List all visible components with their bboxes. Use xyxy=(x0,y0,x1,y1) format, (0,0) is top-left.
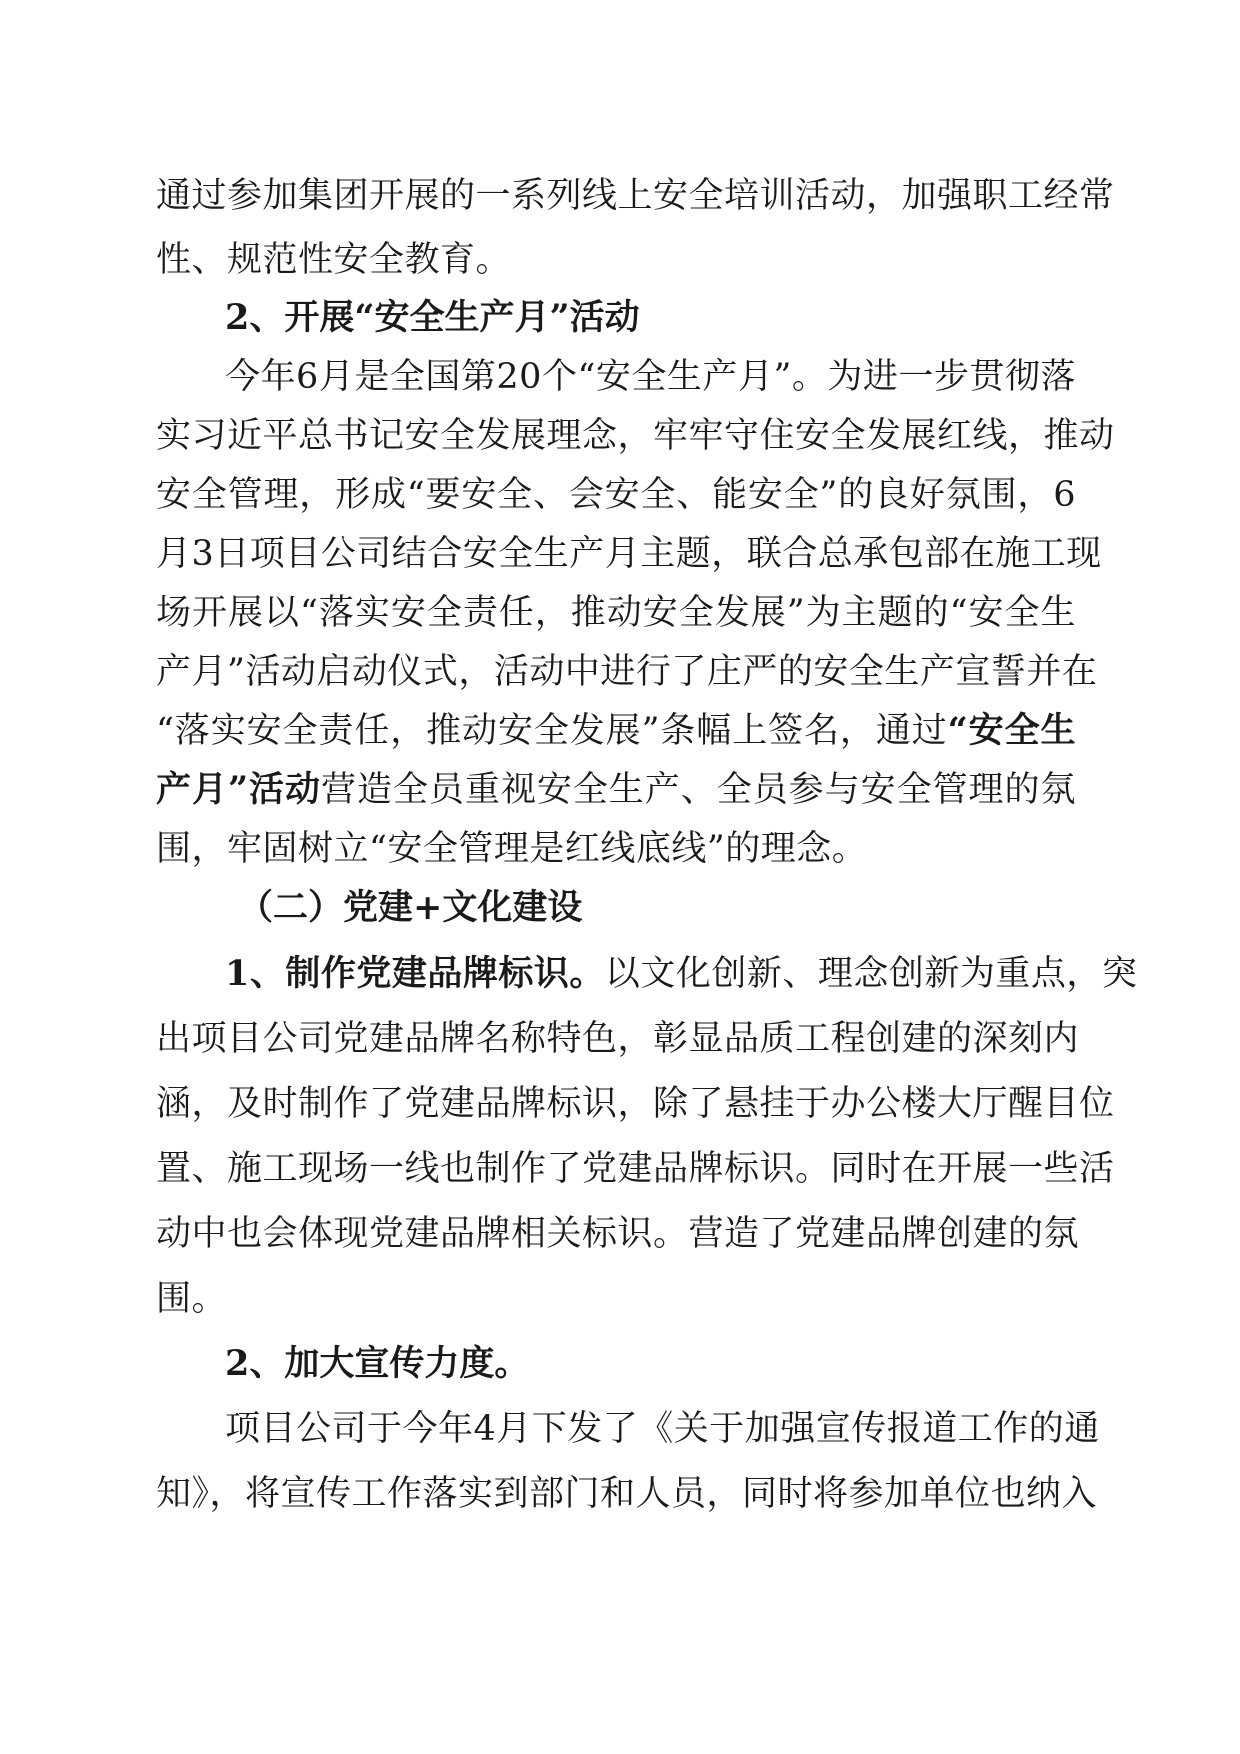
paragraph-2-line-1: 今年6月是全国第20个“安全生产月”。为进一步贯彻落 xyxy=(225,357,1076,397)
paragraph-1-line-1: 通过参加集团开展的一系列线上安全培训活动，加强职工经常 xyxy=(156,176,1115,216)
paragraph-2-line-6: 产月”活动启动仪式，活动中进行了庄严的安全生产宣誓并在 xyxy=(156,652,1098,692)
paragraph-3-line-5: 动中也会体现党建品牌相关标识。营造了党建品牌创建的氛 xyxy=(156,1214,1080,1254)
paragraph-2-last-line: 围，牢固树立“安全管理是红线底线”的理念。 xyxy=(156,829,868,869)
paragraph-4-line-1: 项目公司于今年4月下发了《关于加强宣传报道工作的通 xyxy=(225,1409,1100,1449)
paragraph-2-line-3: 安全管理，形成“要安全、会安全、能安全”的良好氛围，6 xyxy=(156,475,1076,515)
paragraph-3-line-2: 出项目公司党建品牌名称特色，彰显品质工程创建的深刻内 xyxy=(156,1019,1080,1059)
heading-publicity: 2、加大宣传力度。 xyxy=(225,1343,530,1384)
paragraph-4-line-2: 知》，将宣传工作落实到部门和人员，同时将参加单位也纳入 xyxy=(156,1474,1098,1514)
paragraph-2-line-2: 实习近平总书记安全发展理念，牢牢守住安全发展红线，推动 xyxy=(156,416,1115,456)
paragraph-3-line-4: 置、施工现场一线也制作了党建品牌标识。同时在开展一些活 xyxy=(156,1149,1115,1189)
heading-safety-month: 2、开展“安全生产月”活动 xyxy=(225,297,640,338)
paragraph-1-line-2: 性、规范性安全教育。 xyxy=(156,240,512,280)
paragraph-2-line-4: 月3日项目公司结合安全生产月主题，联合总承包部在施工现 xyxy=(156,534,1102,574)
paragraph-3-line-3: 涵，及时制作了党建品牌标识，除了悬挂于办公楼大厅醒目位 xyxy=(156,1084,1115,1124)
paragraph-2-line-8 xyxy=(156,762,1076,812)
paragraph-3-line-1-text: 以文化创新、理念创新为重点，突 xyxy=(604,954,1138,994)
paragraph-2-line-7-text: “落实安全责任，推动安全发展”条幅上签名，通过 xyxy=(156,711,948,751)
heading-party-brand: 1、制作党建品牌标识。 xyxy=(225,953,605,994)
paragraph-3-line-1 xyxy=(225,946,1138,996)
section-heading-party-culture: （二）党建+文化建设 xyxy=(238,887,583,928)
paragraph-2-line-8-text: 营造全员重视安全生产、全员参与安全管理的氛 xyxy=(321,770,1076,810)
bold-safety-month-part-1: “安全生 xyxy=(947,710,1076,751)
paragraph-3-line-6: 围。 xyxy=(156,1279,228,1319)
bold-safety-month-part-2: 产月”活动 xyxy=(156,769,322,810)
paragraph-2-line-7 xyxy=(156,703,1076,753)
paragraph-2-line-5: 场开展以“落实安全责任，推动安全发展”为主题的“安全生 xyxy=(156,593,1076,633)
